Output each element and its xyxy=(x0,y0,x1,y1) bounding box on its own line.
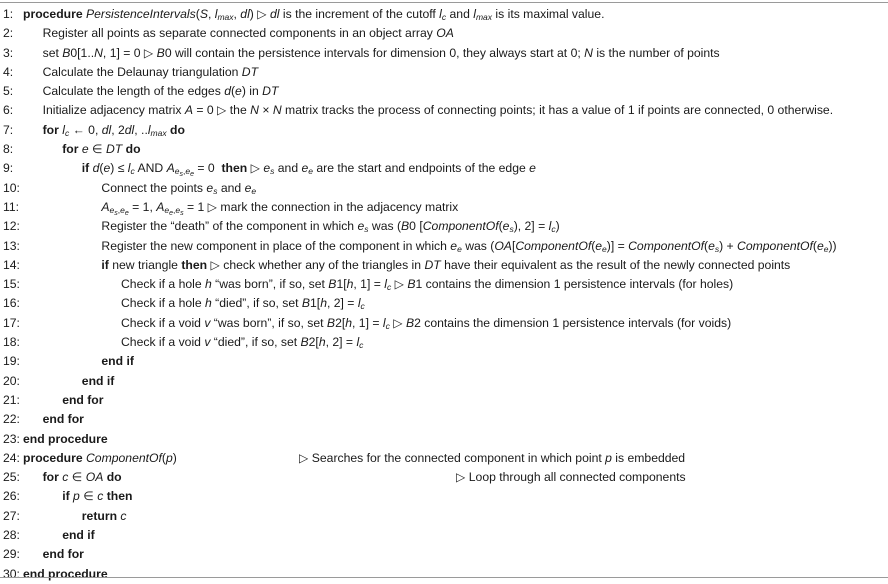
line-number: 19: xyxy=(3,354,20,369)
algorithm-line xyxy=(0,333,888,352)
line-number: 13: xyxy=(3,238,20,253)
line-code: for c ∈ OA do xyxy=(42,470,122,485)
line-code: if p ∈ c then xyxy=(62,489,133,504)
line-code: end for xyxy=(62,392,104,407)
algorithm-line xyxy=(0,294,888,313)
algorithm-line xyxy=(0,468,888,487)
line-number: 8: xyxy=(3,142,14,157)
line-number: 5: xyxy=(3,84,14,99)
algorithm-line xyxy=(0,24,888,43)
line-number: 14: xyxy=(3,257,20,272)
algorithm-line xyxy=(0,159,888,178)
line-code: end procedure xyxy=(23,431,108,446)
line-code: Register all points as separate connected components in an object array OA xyxy=(42,26,454,41)
line-number: 24: xyxy=(3,450,20,465)
line-code: Initialize adjacency matrix A = 0 ▷ the N × N matrix tracks the process of connecting points; it has a value of 1 if points are connected, 0 otherwise. xyxy=(42,103,834,118)
algorithm-line xyxy=(0,237,888,256)
line-number: 28: xyxy=(3,528,20,543)
line-number: 22: xyxy=(3,412,20,427)
bottom-rule xyxy=(0,577,888,578)
algorithm-line xyxy=(0,5,888,24)
line-number: 27: xyxy=(3,508,20,523)
line-code: Check if a hole h “was born”, if so, set B1[h, $1] = l_c$ ▷ B1 contains the dimension 1 persistence intervals (for holes) xyxy=(121,277,734,293)
algorithm-line xyxy=(0,565,888,584)
algorithm-line xyxy=(0,545,888,564)
line-code: end procedure xyxy=(23,566,108,581)
top-rule xyxy=(0,2,888,3)
algorithm-line xyxy=(0,410,888,429)
line-code: return c xyxy=(81,508,127,523)
line-code: Register the new component in place of the component in which $e_e$ was ($OA[ComponentOf(e_e)]$ = $ComponentOf(e_s)$ + $ComponentOf(e_e)$) xyxy=(101,238,837,254)
line-code: set B0[1..N, 1] = 0 ▷ B0 will contain the persistence intervals for dimension 0, they always start at 0; N is the number of points xyxy=(42,45,720,60)
algorithm-line xyxy=(0,82,888,101)
line-code: Calculate the length of the edges d(e) in DT xyxy=(42,84,279,99)
algorithm-line xyxy=(0,101,888,120)
algorithm-line xyxy=(0,121,888,140)
line-number: 6: xyxy=(3,103,14,118)
line-code: Check if a void v “was born”, if so, set B2[h, $1] = l_c$ ▷ B2 contains the dimension 1 persistence intervals (for voids) xyxy=(121,315,732,331)
algorithm-line xyxy=(0,217,888,236)
line-number: 10: xyxy=(3,180,20,195)
line-number: 1: xyxy=(3,7,14,21)
algorithm-line xyxy=(0,352,888,371)
line-number: 15: xyxy=(3,277,20,292)
algorithm-line xyxy=(0,179,888,198)
line-code: Check if a void v “died”, if so, set B2[h, $2] = l_c$ xyxy=(121,335,364,351)
algorithm-line xyxy=(0,391,888,410)
line-code: end if xyxy=(62,528,95,543)
line-code: if new triangle then ▷ check whether any of the triangles in DT have their equivalent as the result of the newly connected points xyxy=(101,257,791,272)
line-number: 3: xyxy=(3,45,14,60)
line-number: 23: xyxy=(3,431,20,446)
line-comment: ▷ Loop through all connected components xyxy=(456,470,686,485)
line-code: Check if a hole h “died”, if so, set B1[h, $2] = l_c$ xyxy=(121,296,365,312)
algorithm-line xyxy=(0,140,888,159)
line-comment: ▷ Searches for the connected component in which point p is embedded xyxy=(299,450,686,465)
line-number: 12: xyxy=(3,219,20,234)
line-number: 16: xyxy=(3,296,20,311)
line-number: 30: xyxy=(3,566,20,581)
algorithm-listing xyxy=(0,5,888,584)
line-code: if $d(e) \le l_c$ AND $A_{e_s,e_e} = 0$ then ▷ $e_s$ and $e_e$ are the start and endpoints of the edge e xyxy=(81,161,536,179)
line-code: $A_{e_s,e_e} = 1$, $A_{e_e,e_s} = 1$ ▷ mark the connection in the adjacency matrix xyxy=(101,199,459,217)
line-code: end for xyxy=(42,547,84,562)
line-number: 25: xyxy=(3,470,20,485)
line-number: 17: xyxy=(3,315,20,330)
algorithm-line xyxy=(0,44,888,63)
line-number: 20: xyxy=(3,373,20,388)
line-number: 21: xyxy=(3,392,20,407)
line-number: 7: xyxy=(3,122,14,137)
line-number: 2: xyxy=(3,26,14,41)
line-code: end for xyxy=(42,412,84,427)
line-number: 29: xyxy=(3,547,20,562)
line-code: Calculate the Delaunay triangulation DT xyxy=(42,64,259,79)
line-code: for e ∈ DT do xyxy=(62,142,141,157)
line-code: for $l_c$ ← 0, dl, 2dl, $..l_{max}$ do xyxy=(42,122,185,138)
algorithm-line xyxy=(0,314,888,333)
algorithm-line xyxy=(0,507,888,526)
algorithm-line xyxy=(0,449,888,468)
line-code: Connect the points $e_s$ and $e_e$ xyxy=(101,180,257,196)
algorithm-line xyxy=(0,256,888,275)
line-code: procedure ComponentOf(p) xyxy=(23,450,177,465)
line-number: 18: xyxy=(3,335,20,350)
line-number: 4: xyxy=(3,64,14,79)
line-code: procedure PersistenceIntervals(S, $l_{max}$, dl) ▷ dl is the increment of the cutoff $l_c$ and $l_{max}$ is its maximal value. xyxy=(23,7,605,22)
algorithm-line xyxy=(0,275,888,294)
line-code: Register the “death” of the component in which $e_s$ was (B0 [$ComponentOf(e_s)$, $2] = l_c$) xyxy=(101,219,560,235)
line-number: 9: xyxy=(3,161,14,176)
algorithm-line xyxy=(0,372,888,391)
line-code: end if xyxy=(81,373,115,388)
algorithm-line xyxy=(0,198,888,217)
line-number: 11: xyxy=(3,199,20,214)
algorithm-line xyxy=(0,430,888,449)
line-code: end if xyxy=(101,354,134,369)
algorithm-line xyxy=(0,487,888,506)
line-number: 26: xyxy=(3,489,20,504)
algorithm-line xyxy=(0,526,888,545)
algorithm-line xyxy=(0,63,888,82)
